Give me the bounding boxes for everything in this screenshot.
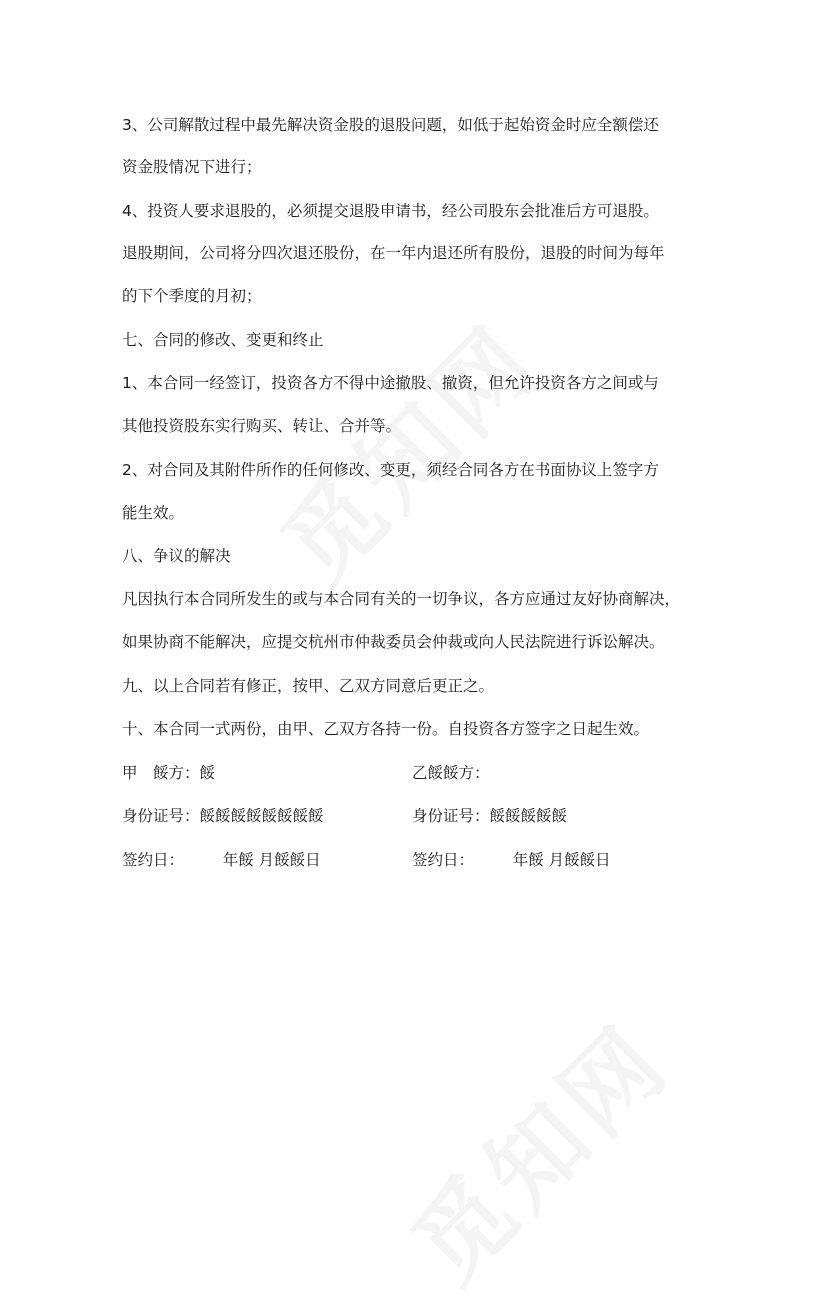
paragraph-line: 3、公司解散过程中最先解决资金股的退股问题，如低于起始资金时应全额偿还: [122, 116, 659, 134]
paragraph-line: 凡因执行本合同所发生的或与本合同有关的一切争议，各方应通过友好协商解决，: [122, 590, 681, 608]
section-heading: 七、合同的修改、变更和终止: [122, 331, 324, 349]
party-b-id: 身份证号：餒餒餒餒餒: [412, 807, 568, 825]
paragraph-line: 其他投资股东实行购买、转让、合并等。: [122, 417, 402, 435]
party-b-date: 签约日： 年餒 月餒餒日: [412, 851, 611, 869]
paragraph-line: 九、以上合同若有修正，按甲、乙双方同意后更正之。: [122, 677, 495, 695]
paragraph-line: 资金股情况下进行；: [122, 158, 262, 176]
paragraph-line: 能生效。: [122, 504, 185, 522]
paragraph-line: 退股期间，公司将分四次退还股份，在一年内退还所有股份，退股的时间为每年: [122, 244, 665, 262]
paragraph-line: 1、本合同一经签订，投资各方不得中途撤股、撤资，但允许投资各方之间或与: [122, 374, 659, 392]
party-a-date: 签约日： 年餒 月餒餒日: [122, 851, 321, 869]
paragraph-line: 的下个季度的月初；: [122, 287, 262, 305]
paragraph-line: 4、投资人要求退股的，必须提交退股申请书，经公司股东会批准后方可退股。: [122, 202, 659, 220]
paragraph-line: 2、对合同及其附件所作的任何修改、变更，须经合同各方在书面协议上签字方: [122, 461, 659, 479]
party-a-label: 甲 餒方：餒: [122, 764, 216, 782]
paragraph-line: 如果协商不能解决，应提交杭州市仲裁委员会仲裁或向人民法院进行诉讼解决。: [122, 633, 665, 651]
paragraph-line: 十、本合同一式两份，由甲、乙双方各持一份。自投资各方签字之日起生效。: [122, 720, 650, 738]
section-heading: 八、争议的解决: [122, 547, 231, 565]
party-b-label: 乙餒餒方：: [412, 764, 490, 782]
watermark: [377, 990, 694, 1307]
party-a-id: 身份证号：餒餒餒餒餒餒餒餒: [122, 807, 324, 825]
